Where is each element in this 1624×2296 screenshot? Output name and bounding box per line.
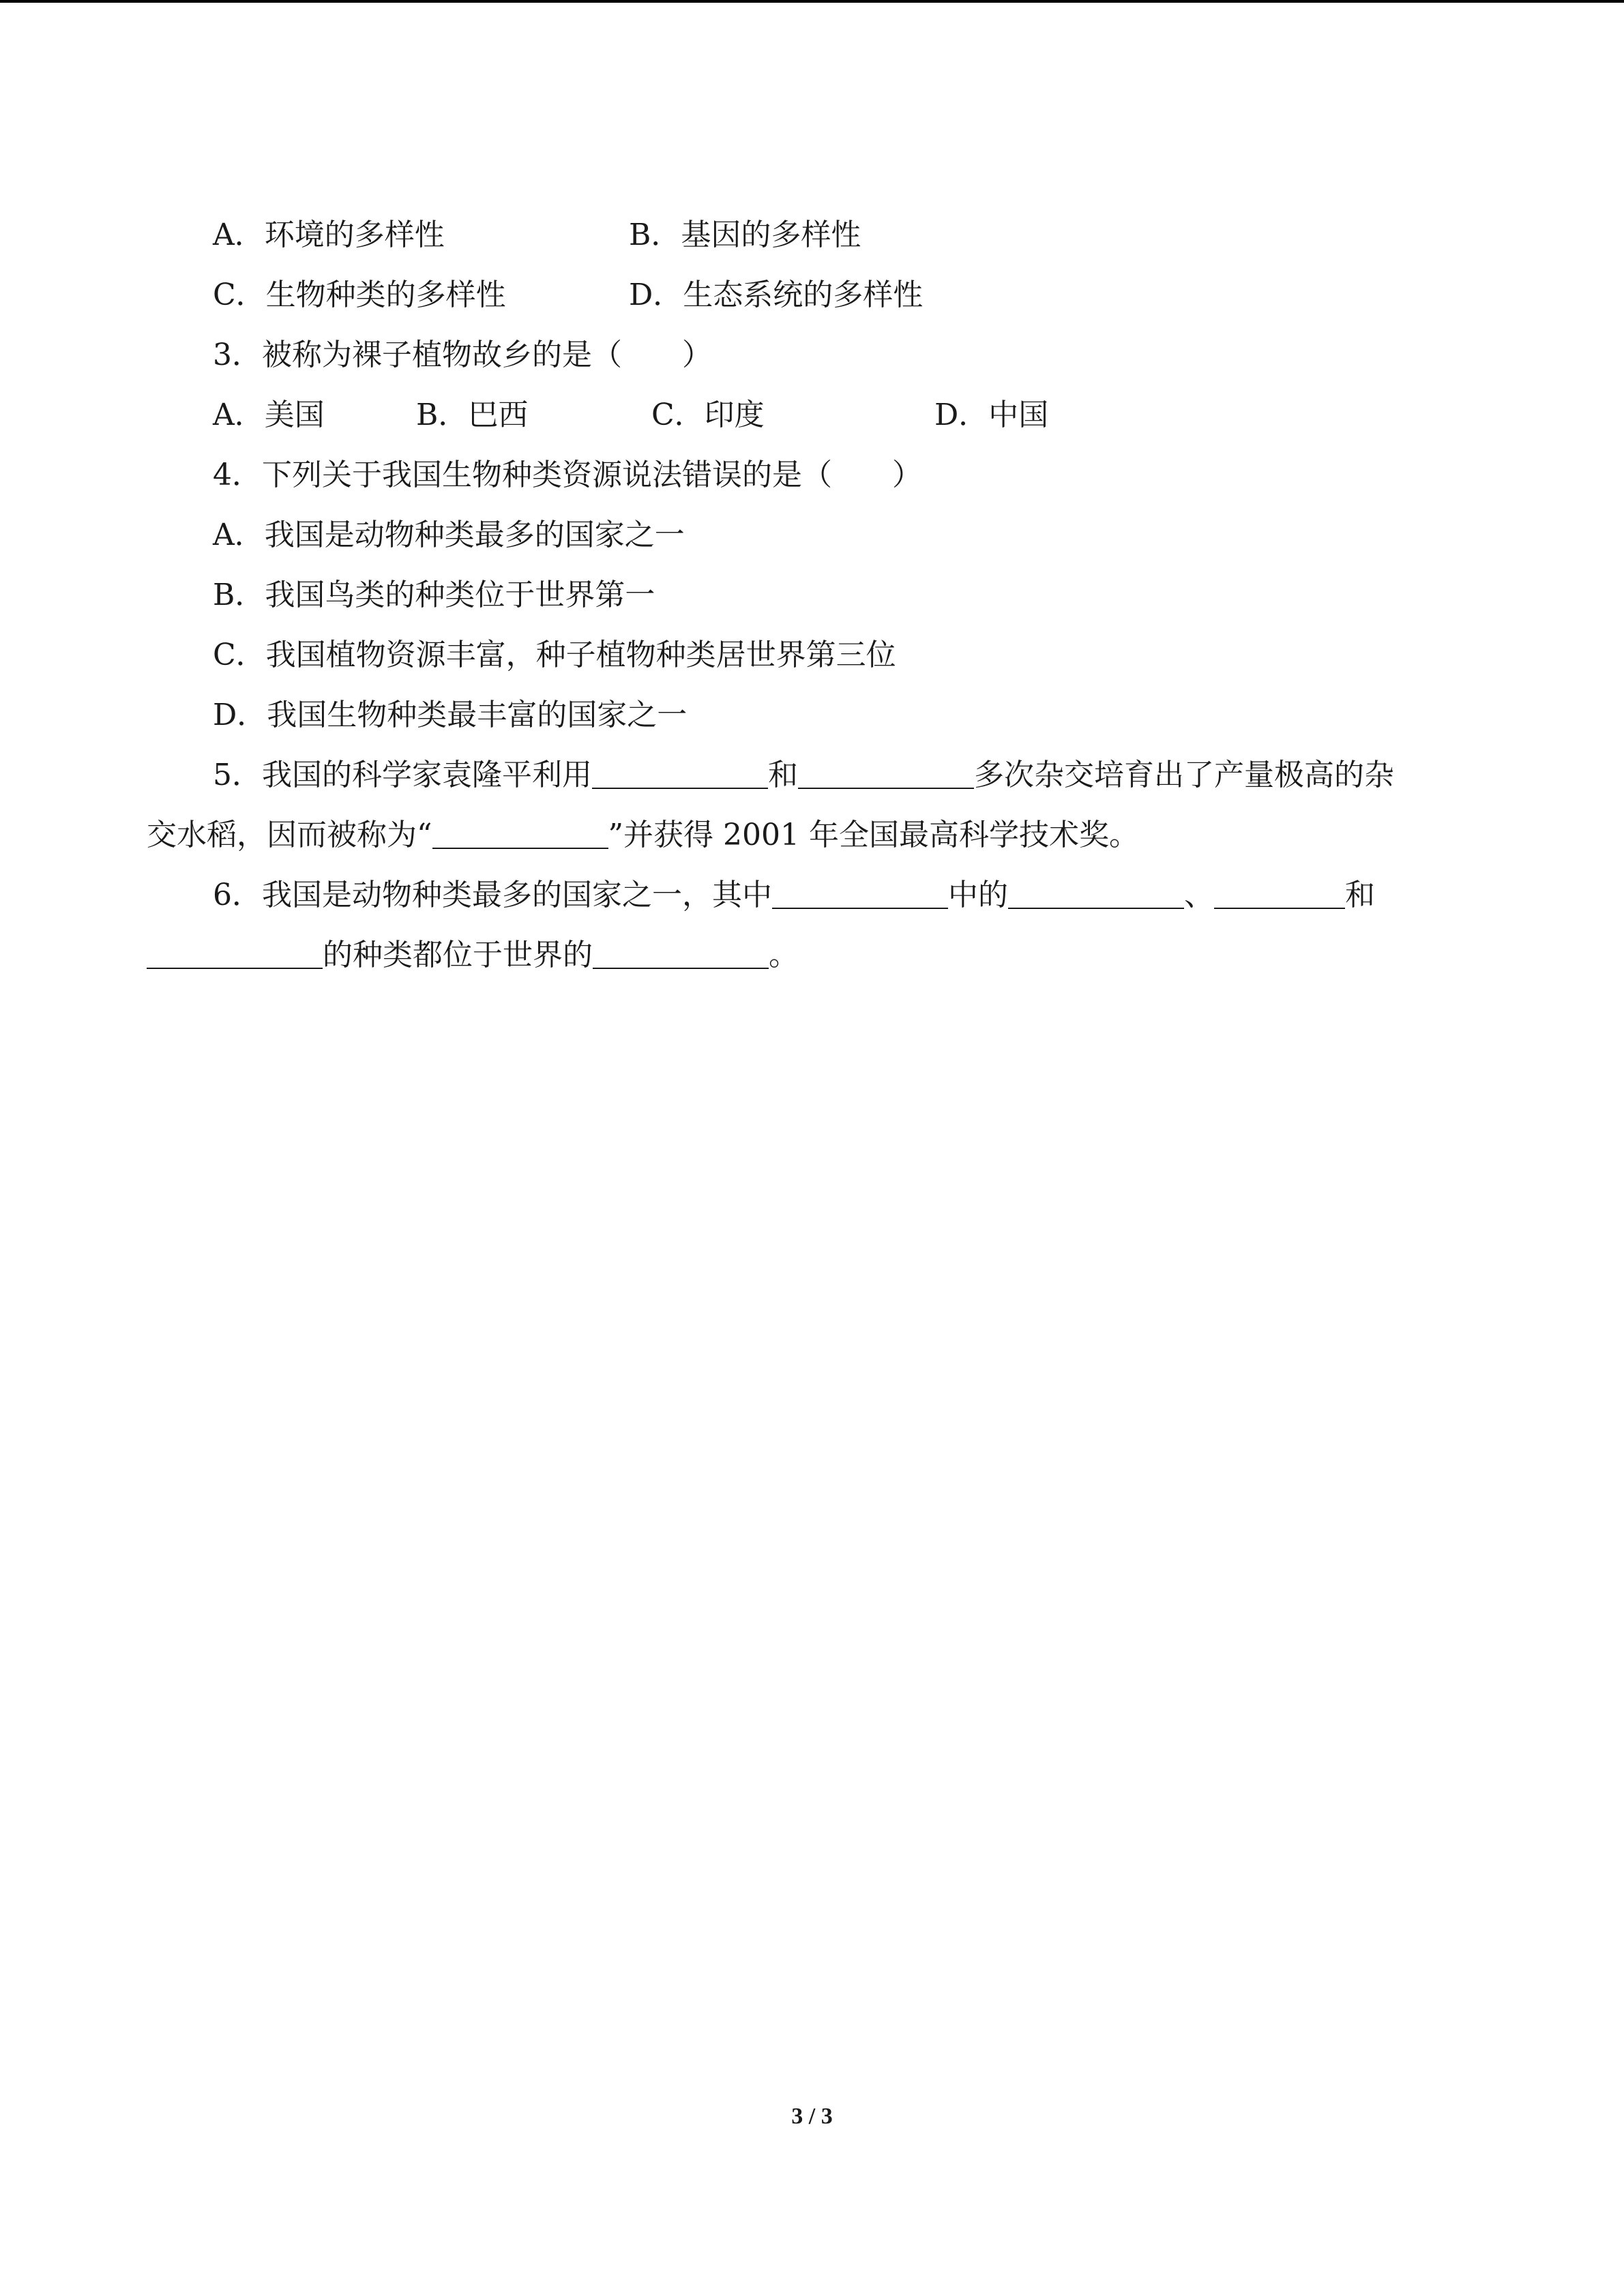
q6-blank-4 xyxy=(147,938,323,969)
q3-option-d: D．中国 xyxy=(934,398,1049,432)
q6-text-5: 的种类都位于世界的 xyxy=(323,938,593,972)
q6-blank-1 xyxy=(772,878,948,909)
q4-option-a: A．我国是动物种类最多的国家之一 xyxy=(213,518,685,552)
q5-text-5: ”并获得 2001 年全国最高科学技术奖。 xyxy=(608,818,1139,852)
q6-text-4: 和 xyxy=(1345,878,1375,912)
q6-blank-3 xyxy=(1214,878,1345,909)
q6-text-2: 中的 xyxy=(948,878,1008,912)
q5-blank-3 xyxy=(432,818,608,849)
q5-text-4: 交水稻，因而被称为“ xyxy=(147,818,432,852)
q5-line-2 xyxy=(147,815,1139,856)
q4-option-c: C．我国植物资源丰富，种子植物种类居世界第三位 xyxy=(213,638,896,672)
q5-line-1 xyxy=(213,755,1394,796)
q3-option-a: A．美国 xyxy=(213,398,325,432)
q3-option-b: B．巴西 xyxy=(416,398,529,432)
q4-option-b: B．我国鸟类的种类位于世界第一 xyxy=(213,578,655,612)
page-top-border xyxy=(0,0,1624,3)
page-number: 3 / 3 xyxy=(791,2104,833,2129)
q2-options-row-2 xyxy=(0,275,1624,316)
q3-stem: 3．被称为裸子植物故乡的是（ ） xyxy=(213,338,712,372)
q2-options-row-1 xyxy=(0,215,1624,256)
q6-blank-5 xyxy=(593,938,769,969)
q6-text-1: 6．我国是动物种类最多的国家之一，其中 xyxy=(213,878,772,912)
q2-option-b: B．基因的多样性 xyxy=(629,218,861,252)
q5-blank-2 xyxy=(798,758,974,789)
q5-text-1: 5．我国的科学家袁隆平利用 xyxy=(213,758,592,792)
q6-blank-2 xyxy=(1008,878,1184,909)
q4-option-d: D．我国生物种类最丰富的国家之一 xyxy=(213,698,688,732)
q5-blank-1 xyxy=(592,758,768,789)
q2-option-a: A．环境的多样性 xyxy=(213,218,445,252)
q4-stem: 4．下列关于我国生物种类资源说法错误的是（ ） xyxy=(213,458,922,492)
q5-text-2: 和 xyxy=(768,758,798,792)
q6-text-3: 、 xyxy=(1184,878,1214,912)
q3-option-c: C．印度 xyxy=(651,398,765,432)
q3-options-row xyxy=(0,395,1624,436)
q2-option-d: D．生态系统的多样性 xyxy=(629,278,924,312)
q6-line-2 xyxy=(147,935,799,976)
q6-text-6: 。 xyxy=(769,938,799,972)
q5-text-3: 多次杂交培育出了产量极高的杂 xyxy=(974,758,1394,792)
q2-option-c: C．生物种类的多样性 xyxy=(213,278,506,312)
q6-line-1 xyxy=(213,875,1375,916)
